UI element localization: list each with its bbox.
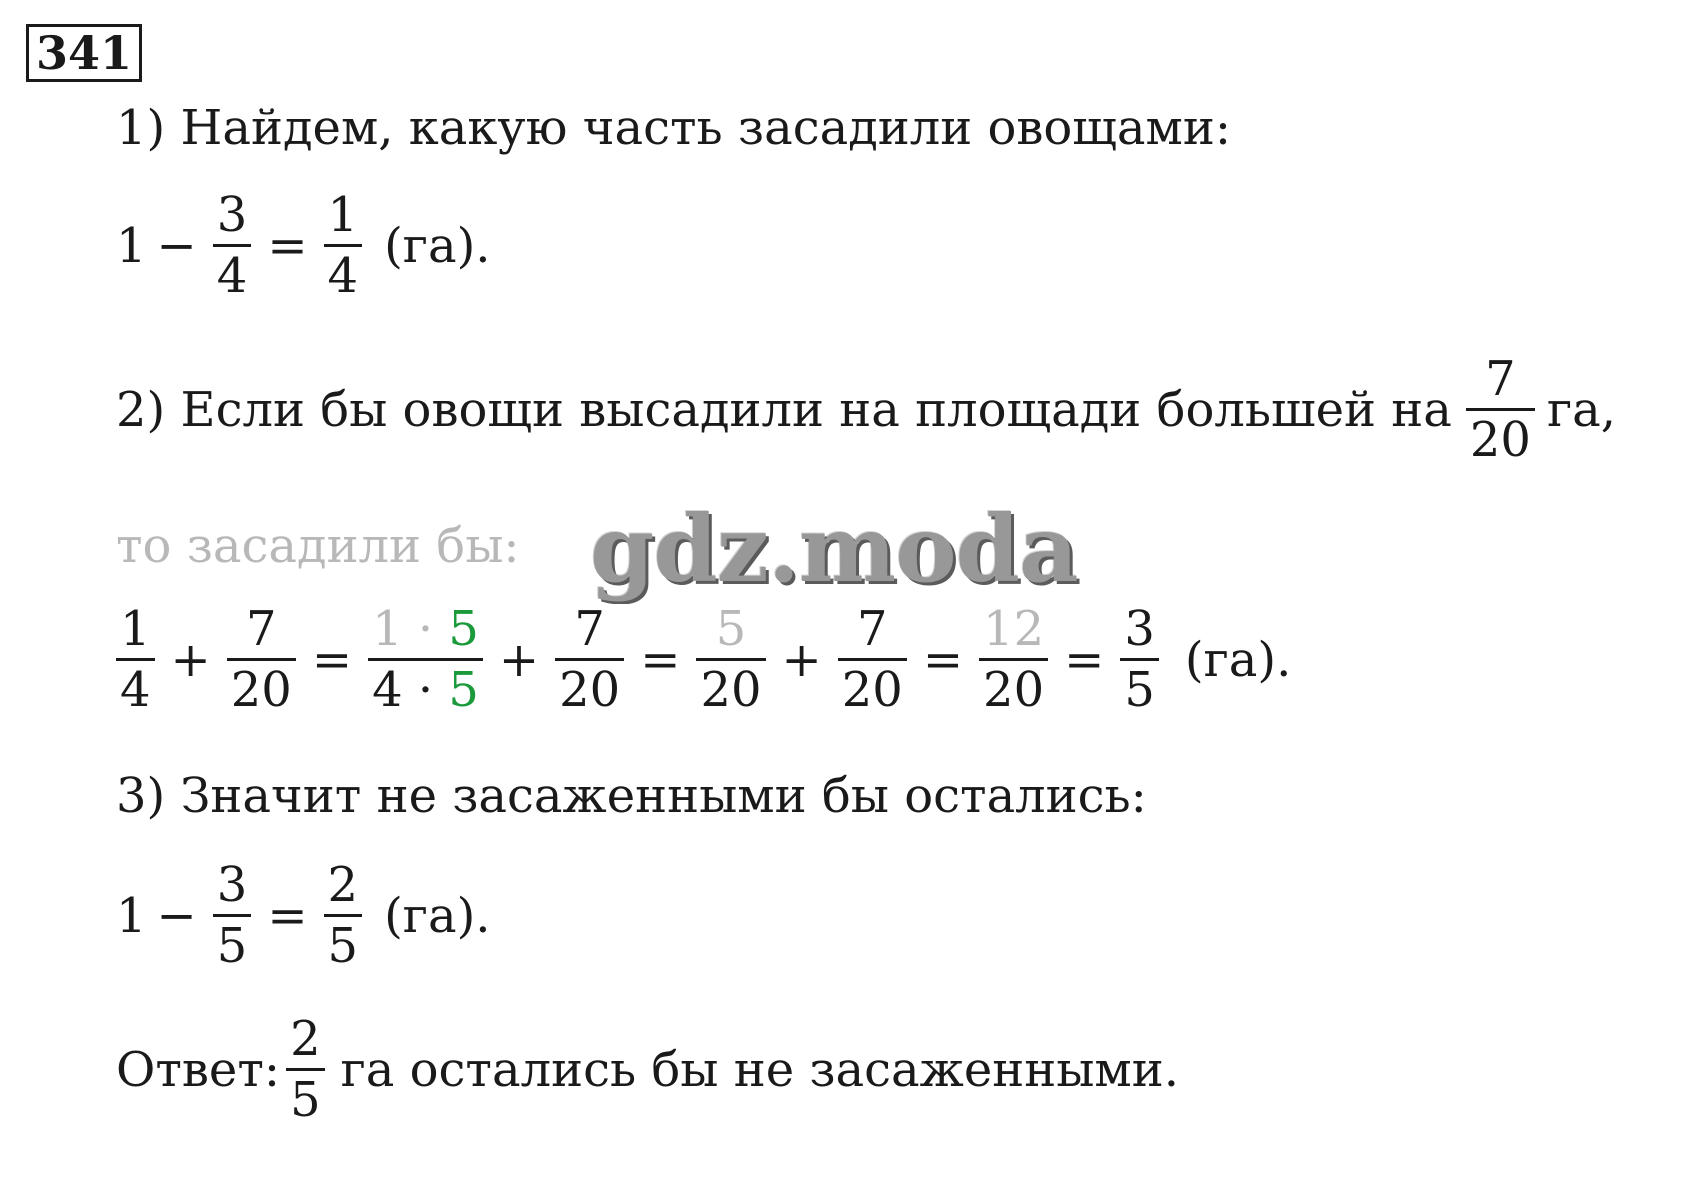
denominator: 20 xyxy=(559,662,621,718)
answer-line xyxy=(116,1010,1179,1129)
step3-text xyxy=(116,768,1147,824)
problem-number: 341 xyxy=(26,24,142,82)
minus-sign: − xyxy=(156,887,197,944)
step2-text xyxy=(116,350,1616,469)
step3-label: 3) Значит не засаженными бы остались: xyxy=(116,768,1147,824)
plus-sign: + xyxy=(170,631,211,688)
highlighted-factor: 5 xyxy=(448,662,479,718)
denominator: 5 xyxy=(290,1072,321,1128)
step2-fraction-8 xyxy=(1120,600,1159,719)
answer-text: га остались бы не засаженными. xyxy=(340,1041,1179,1098)
denominator: 4 xyxy=(216,248,248,304)
step1-equation xyxy=(116,186,491,305)
step2-inline-fraction xyxy=(1466,350,1535,469)
numerator: 7 xyxy=(246,601,277,657)
step2-fraction-6 xyxy=(838,600,907,719)
step1-fraction-1 xyxy=(213,186,252,305)
minus-sign: − xyxy=(156,217,197,274)
step3-fraction-1 xyxy=(213,856,252,975)
equals-sign: = xyxy=(922,631,964,688)
step1-text xyxy=(116,100,1231,156)
step1-label: 1) Найдем, какую часть засадили овощами: xyxy=(116,100,1232,156)
denominator: 20 xyxy=(1469,412,1531,468)
numerator: 3 xyxy=(1124,601,1155,657)
denominator: 4 xyxy=(327,248,359,304)
step3-term: 1 xyxy=(116,887,147,944)
numerator: 5 xyxy=(715,601,747,657)
step1-fraction-2 xyxy=(324,186,363,305)
step2-fraction-5 xyxy=(696,600,765,719)
plus-sign: + xyxy=(781,631,822,688)
step2-fraction-2 xyxy=(227,600,296,719)
denominator-part: 4 · xyxy=(372,662,449,718)
step2-fraction-4 xyxy=(555,600,624,719)
numerator: 3 xyxy=(216,857,248,913)
step1-term: 1 xyxy=(116,217,147,274)
denominator: 20 xyxy=(841,662,903,718)
step2-fraction-7 xyxy=(979,600,1048,719)
equals-sign: = xyxy=(640,631,681,688)
unit-label: (га). xyxy=(384,217,491,274)
unit-label: га, xyxy=(1546,381,1616,438)
step2-equation xyxy=(110,600,1291,719)
numerator: 2 xyxy=(290,1011,321,1067)
equals-sign: = xyxy=(1064,631,1105,688)
denominator: 20 xyxy=(230,662,292,718)
numerator xyxy=(368,600,483,658)
denominator: 5 xyxy=(327,918,359,974)
numerator: 2 xyxy=(327,857,359,913)
step3-equation xyxy=(116,856,491,975)
numerator: 7 xyxy=(1485,351,1516,407)
equals-sign: = xyxy=(267,217,308,274)
step2-label-2: то засадили бы: xyxy=(116,518,520,574)
numerator: 7 xyxy=(857,601,888,657)
step2-label: 2) Если бы овощи высадили на площади большей на xyxy=(116,381,1452,438)
denominator: 5 xyxy=(216,918,248,974)
numerator: 1 xyxy=(120,601,151,657)
numerator: 7 xyxy=(574,601,605,657)
answer-label: Ответ: xyxy=(116,1041,281,1098)
numerator: 12 xyxy=(983,601,1045,657)
step3-fraction-2 xyxy=(324,856,363,975)
step2-text2 xyxy=(116,518,520,574)
step2-fraction-1 xyxy=(116,600,155,719)
step2-fraction-3 xyxy=(368,600,483,719)
denominator: 20 xyxy=(700,662,762,718)
unit-label: (га). xyxy=(384,887,491,944)
numerator: 3 xyxy=(216,187,248,243)
numerator-part: 1 · xyxy=(372,601,449,657)
watermark-logo: gdz.moda xyxy=(590,495,1078,603)
denominator xyxy=(368,661,483,719)
denominator: 4 xyxy=(120,662,151,718)
highlighted-factor: 5 xyxy=(448,601,479,657)
plus-sign: + xyxy=(498,631,540,688)
unit-label: (га). xyxy=(1184,631,1292,688)
equals-sign: = xyxy=(267,887,308,944)
answer-fraction xyxy=(286,1010,325,1129)
numerator: 1 xyxy=(327,187,359,243)
denominator: 20 xyxy=(983,662,1045,718)
equals-sign: = xyxy=(311,631,353,688)
denominator: 5 xyxy=(1124,662,1155,718)
